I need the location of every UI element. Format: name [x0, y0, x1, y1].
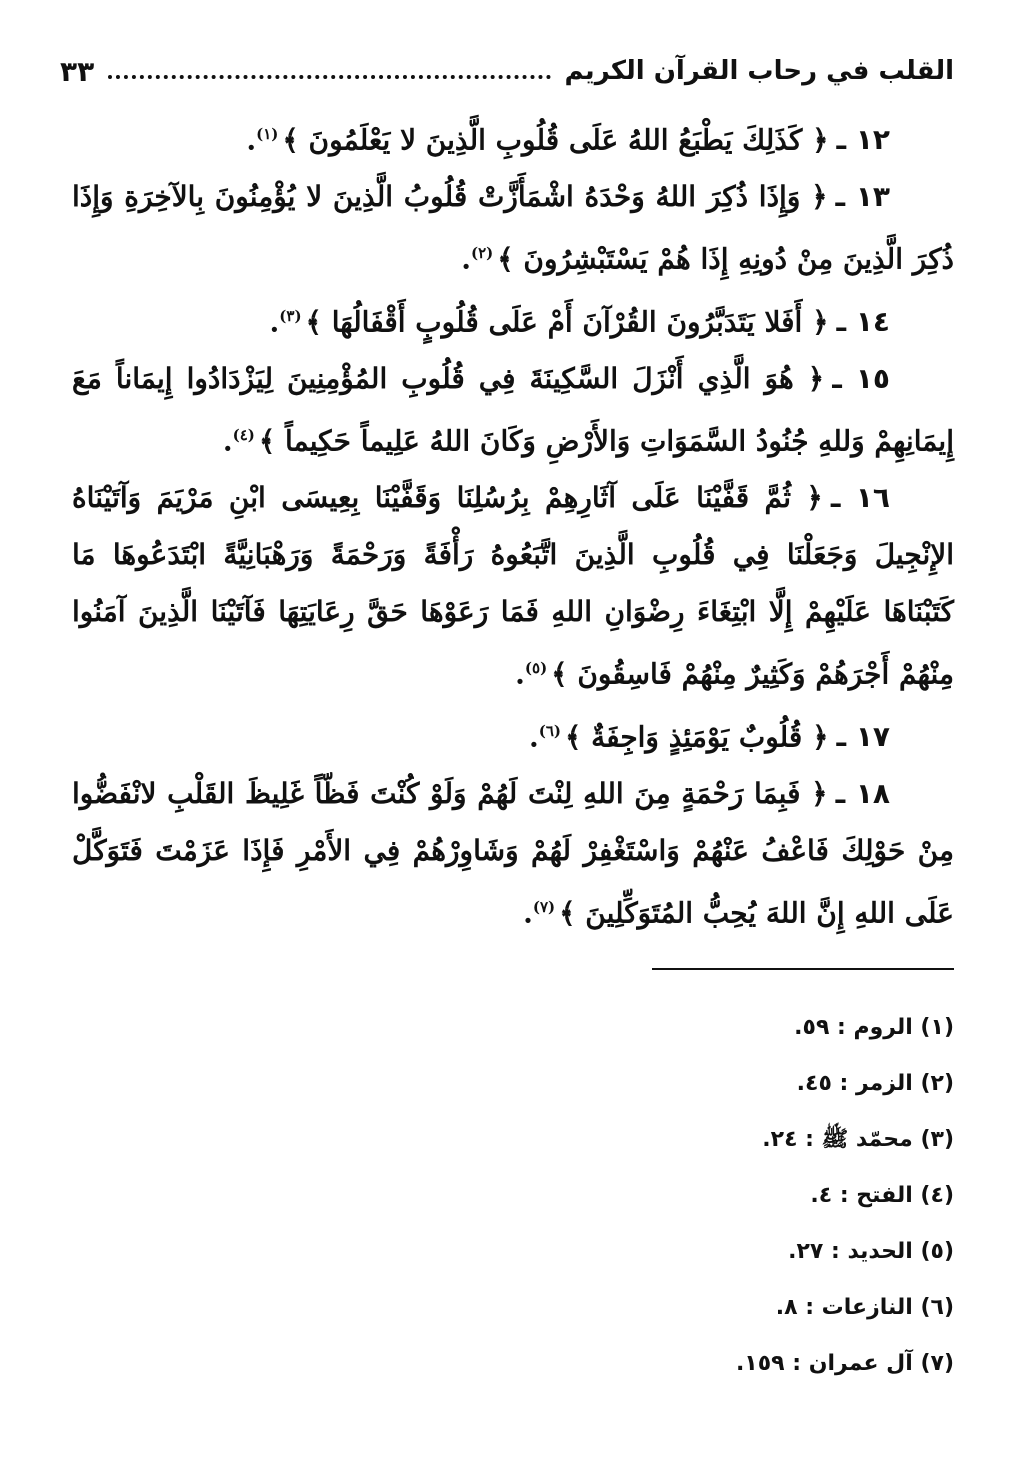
- footnote-item: (١) الروم : ٥٩.: [794, 1015, 954, 1040]
- verse-text: ﴿ فَبِمَا رَحْمَةٍ مِنَ اللهِ لِنْتَ لَهُمْ وَلَوْ كُنْتَ فَظّاً غَلِيظَ القَلْبِ لانْفَضُّوا مِنْ حَوْلِكَ فَاعْفُ عَنْهُمْ وَاسْتَغْفِرْ لَهُمْ وَشَاوِرْهُمْ فِي الأَمْرِ فَإِذَا عَزَمْتَ فَتَوَكَّلْ عَلَى اللهِ إِنَّ اللهَ يُحِبُّ المُتَوَكِّلِينَ ﴾: [72, 776, 954, 930]
- footnote-item: (٥) الحديد : ٢٧.: [788, 1239, 954, 1264]
- verse-end: .: [515, 657, 525, 691]
- verse-13: [72, 168, 954, 287]
- running-header: [60, 44, 954, 98]
- verse-number: ١٣ ـ: [835, 180, 890, 214]
- footnote-ref: (٧): [532, 897, 556, 916]
- verse-end: .: [269, 304, 280, 338]
- footnote-ref: (٢): [470, 244, 494, 263]
- footnote-item: (٧) آل عمران : ١٥٩.: [735, 1351, 954, 1376]
- footnote-item: (٢) الزمر : ٤٥.: [796, 1071, 954, 1096]
- footnote-item: (٤) الفتح : ٤.: [810, 1183, 954, 1208]
- verse-number: ١٧ ـ: [836, 719, 890, 753]
- verse-number: ١٨ ـ: [835, 776, 890, 810]
- verse-text: ﴿ أَفَلا يَتَدَبَّرُونَ القُرْآنَ أَمْ عَلَى قُلُوبٍ أَقْفَالُهَا ﴾: [305, 304, 829, 338]
- verse-18: [72, 765, 954, 941]
- footnote-item: (٣) محمّد ﷺ : ٢٤.: [762, 1127, 954, 1152]
- footnote-ref: (٦): [538, 721, 561, 740]
- header-title: القلب في رحاب القرآن الكريم: [564, 56, 954, 86]
- footnote-ref: (٥): [524, 659, 548, 678]
- footnote-divider: [652, 968, 954, 970]
- verse-end: .: [246, 123, 257, 157]
- footnote-ref: (٣): [279, 306, 302, 325]
- verse-number: ١٤ ـ: [836, 304, 890, 338]
- verse-end: .: [222, 424, 233, 458]
- verse-text: ﴿ كَذَلِكَ يَطْبَعُ اللهُ عَلَى قُلُوبِ الَّذِينَ لا يَعْلَمُونَ ﴾: [282, 123, 829, 157]
- verse-number: ١٢ ـ: [836, 123, 890, 157]
- verse-end: .: [523, 896, 533, 930]
- verse-text: ﴿ وَإِذَا ذُكِرَ اللهُ وَحْدَهُ اشْمَأَزَّتْ قُلُوبُ الَّذِينَ لا يُؤْمِنُونَ بِالآخِرَةِ وَإِذَا ذُكِرَ الَّذِينَ مِنْ دُونِهِ إِذَا هُمْ يَسْتَبْشِرُونَ ﴾: [72, 180, 954, 276]
- verse-number: ١٦ ـ: [830, 481, 890, 515]
- header-dot-leader: [108, 75, 550, 79]
- verse-text: ﴿ هُوَ الَّذِي أَنْزَلَ السَّكِينَةَ فِي قُلُوبِ المُؤْمِنِينَ لِيَزْدَادُوا إِيمَاناً مَعَ إِيمَانِهِمْ وَللهِ جُنُودُ السَّمَوَاتِ وَالأَرْضِ وَكَانَ اللهُ عَلِيماً حَكِيماً ﴾: [72, 361, 954, 458]
- verse-end: .: [461, 242, 471, 276]
- verse-12: [72, 106, 954, 168]
- verse-end: .: [528, 719, 539, 753]
- footnote-ref: (٤): [232, 425, 255, 444]
- verse-text: ﴿ ثُمَّ قَفَّيْنَا عَلَى آثَارِهِمْ بِرُسُلِنَا وَقَفَّيْنَا بِعِيسَى ابْنِ مَرْيَمَ وَآتَيْنَاهُ الإِنْجِيلَ وَجَعَلْنَا فِي قُلُوبِ الَّذِينَ اتَّبَعُوهُ رَأْفَةً وَرَحْمَةً وَرَهْبَانِيَّةً ابْتَدَعُوهَا مَا كَتَبْنَاهَا عَلَيْهِمْ إِلَّا ابْتِغَاءَ رِضْوَانِ اللهِ فَمَا رَعَوْهَا حَقَّ رِعَايَتِهَا فَآتَيْنَا الَّذِينَ آمَنُوا مِنْهُمْ أَجْرَهُمْ وَكَثِيرٌ مِنْهُمْ فَاسِقُونَ ﴾: [72, 481, 954, 691]
- verse-text: ﴿ قُلُوبٌ يَوْمَئِذٍ وَاجِفَةٌ ﴾: [565, 719, 829, 753]
- page-number: ٣٣: [60, 54, 95, 88]
- footnote-ref: (١): [256, 125, 279, 143]
- verse-15: [72, 350, 954, 469]
- verses-body: [72, 106, 954, 941]
- verse-number: ١٥ ـ: [832, 361, 891, 395]
- verse-17: [72, 703, 954, 765]
- verse-16: [72, 469, 954, 702]
- footnote-item: (٦) النازعات : ٨.: [775, 1295, 954, 1320]
- verse-14: [72, 288, 954, 350]
- footnotes-list: [736, 1000, 954, 1392]
